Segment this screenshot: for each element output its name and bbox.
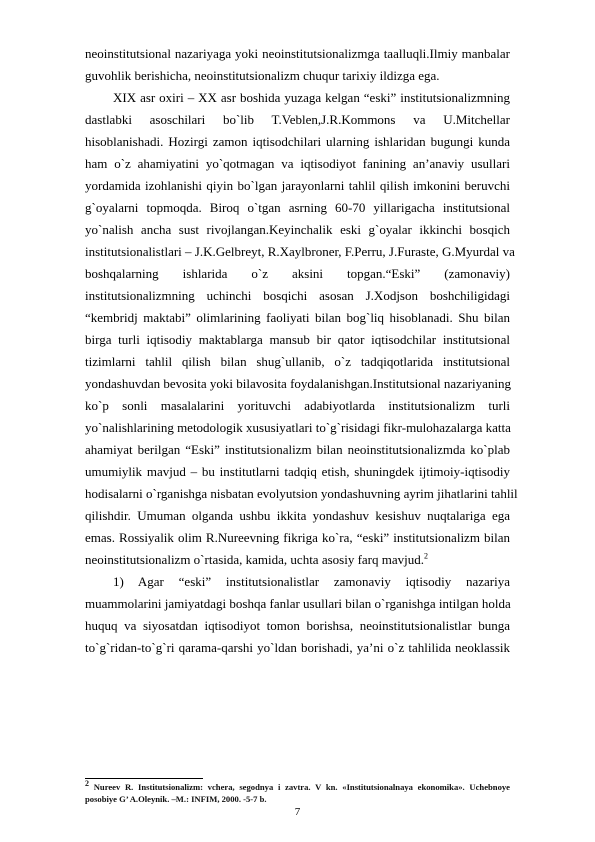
- body-line: emas. Rossiyalik olim R.Nureevning fikriga ko`ra, “eski” institutsionalizm bilan: [85, 530, 510, 545]
- footnote-reference: 2: [424, 551, 429, 561]
- body-line: ko`p sonli masalalarini yorituvchi adabiyotlarda institutsionalizm turli: [85, 398, 510, 413]
- body-line: ham o`z ahamiyatini yo`qotmagan va iqtisodiyot fanining an’anaviy usullari: [85, 156, 510, 171]
- body-line: boshqalarning ishlarida o`z aksini topgan.“Eski” (zamonaviy): [85, 266, 510, 281]
- body-line: institutsionalistlari – J.K.Gelbreyt, R.Xaylbroner, F.Perru, J.Furaste, G.Myurdal va: [85, 244, 515, 259]
- body-line: hisoblanishadi. Hozirgi zamon iqtisodchilari ularning ishlaridan bugungi kunda: [85, 134, 510, 149]
- body-line: to`g`ridan-to`g`ri qarama-qarshi yo`ldan borishadi, ya’ni o`z tahlilida neoklassik: [85, 640, 510, 655]
- list-item: 1) Agar “eski” institutsionalistlar zamonaviy iqtisodiy nazariya: [113, 574, 510, 589]
- body-line: institutsionalizmning uchinchi bosqichi asosan J.Xodjson boshchiligidagi: [85, 288, 510, 303]
- body-line: tizimlarni tahlil qilish bilan shug`ullanib, o`z tadqiqotlarida institutsional: [85, 354, 510, 369]
- body-line: ahamiyat berilgan “Eski” institutsionalizm bilan neoinstitutsionalizmda ko`plab: [85, 442, 510, 457]
- body-line: “kembridj maktabi” olimlarining faoliyati bilan bog`liq hisoblanadi. Shu bilan: [85, 310, 510, 325]
- footnote-line: posobiye G’ A.Oleynik. –M.: INFIM, 2000. -5-7 b.: [85, 794, 267, 804]
- body-line: guvohlik berishicha, neoinstitutsionalizm chuqur tarixiy ildizga ega.: [85, 68, 440, 83]
- body-line: birga turli iqtisodiy maktablarga mansub bir qator iqtisodchilar institutsional: [85, 332, 510, 347]
- body-line: hodisalarni o`rganishga nisbatan evolyutsion yondashuvning ayrim jihatlarini tahlil: [85, 486, 518, 501]
- footnote-text: Nureev R. Institutsionalizm: vchera, segodnya i zavtra. V kn. «Institutsionalnaya ekonomika». Uchebnoye: [93, 782, 510, 792]
- body-line: yondashuvdan bevosita yoki bilavosita foydalanishgan.Institutsional nazariyaning: [85, 376, 512, 391]
- body-line: qilishdir. Umuman olganda ushbu ikkita yondashuv kesishuv nuqtalariga ega: [85, 508, 510, 523]
- body-line: XIX asr oxiri – XX asr boshida yuzaga kelgan “eski” institutsionalizmning: [113, 90, 510, 105]
- page-number: 7: [294, 806, 301, 818]
- body-line: muammolarini jamiyatdagi boshqa fanlar usullari bilan o`rganishga intilgan holda: [85, 596, 511, 611]
- footnote-divider: [85, 778, 203, 779]
- body-line: yo`nalish ancha sust rivojlangan.Keyinchalik eski g`oyalar ikkinchi bosqich: [85, 222, 510, 237]
- body-line: neoinstitutsional nazariyaga yoki neoinstitutsionalizmga taalluqli.Ilmiy manbalar: [85, 46, 510, 61]
- body-line: yo`nalishlarining metodologik xususiyatlari to`g`risidagi fikr-mulohazalarga katta: [85, 420, 511, 435]
- body-line: huquq va siyosatdan iqtisodiyot tomon borishsa, neoinstitutsionalistlar bunga: [85, 618, 510, 633]
- footnote-line: [85, 779, 510, 793]
- body-line: yordamida izohlanishi qiyin bo`lgan jarayonlarni tahlil qilish imkonini beruvchi: [85, 178, 510, 193]
- body-line: g`oyalarni topmoqda. Biroq o`tgan asrning 60-70 yillarigacha institutsional: [85, 200, 510, 215]
- body-line-with-footnote-ref: [85, 550, 510, 570]
- body-line: dastlabki asoschilari bo`lib T.Veblen,J.R.Kommons va U.Mitchellar: [85, 112, 510, 127]
- body-line-text: neoinstitutsionalizm o`rtasida, kamida, uchta asosiy farq mavjud.: [85, 552, 425, 567]
- footnote-marker: 2: [85, 779, 89, 789]
- body-line: umumiylik mavjud – bu institutlarni tadqiq etish, shuningdek ijtimoiy-iqtisodiy: [85, 464, 510, 479]
